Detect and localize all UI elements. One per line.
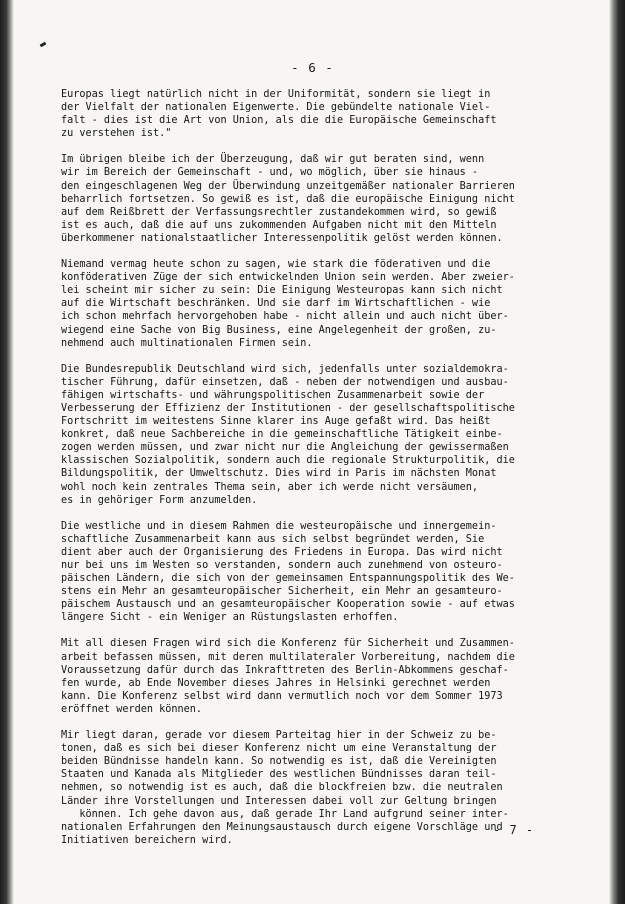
text-line: Im übrigen bleibe ich der Überzeugung, daß wir gut beraten sind, wenn xyxy=(61,154,485,166)
text-line: Voraussetzung dafür durch das Inkrafttreten des Berlin-Abkommens geschaf- xyxy=(61,664,509,676)
text-line: nationalen Erfahrungen den Meinungsaustausch durch eigene Vorschläge und xyxy=(61,821,503,833)
text-line: stens ein Mehr an gesamteuropäischer Sicherheit, ein Mehr an gesamteuro- xyxy=(61,586,503,598)
text-line: wiegend eine Sache von Big Business, eine Angelegenheit der großen, zu- xyxy=(61,324,497,336)
text-line: es in gehöriger Form anzumelden. xyxy=(61,494,258,506)
text-line: falt - dies ist die Art von Union, als die die Europäische Gemeinschaft xyxy=(61,115,497,127)
text-line: nur bei uns im Westen so verstanden, sondern auch zunehmend von osteuro- xyxy=(61,560,503,571)
text-line: zu verstehen ist." xyxy=(61,128,172,140)
text-line: tonen, daß es sich bei dieser Konferenz nicht um eine Veranstaltung der xyxy=(61,743,497,755)
text-line: Mit all diesen Fragen wird sich die Konferenz für Sicherheit und Zusammen- xyxy=(61,638,515,650)
left-scan-edge xyxy=(0,0,14,904)
text-line: päischem Austausch und an gesamteuropäischer Kooperation sowie - auf etwas xyxy=(61,599,515,611)
text-line: Fortschritt im weitestens Sinne klarer ins Auge gefaßt wird. Das heißt xyxy=(61,416,491,428)
text-line: Länder ihre Vorstellungen und Interessen dabei voll zur Geltung bringen xyxy=(61,795,497,807)
text-line: zogen werden müssen, und zwar nicht nur die Angleichung der gewissermaßen xyxy=(61,442,509,454)
page-number-header: - 6 - xyxy=(291,60,334,75)
text-line: überkommener nationalstaatlicher Interessenpolitik gelöst werden können. xyxy=(61,232,503,244)
text-line: Niemand vermag heute schon zu sagen, wie stark die föderativen und die xyxy=(61,259,491,271)
text-line: können. Ich gehe davon aus, daß gerade Ihr Land aufgrund seiner inter- xyxy=(61,808,509,820)
text-line: Die Bundesrepublik Deutschland wird sich, jedenfalls unter sozialdemokra- xyxy=(61,363,509,375)
text-line: päischen Ländern, die sich von der gemeinsamen Entspannungspolitik des We- xyxy=(61,573,515,585)
text-line: Verbesserung der Effizienz der Institutionen - der gesellschaftspolitische xyxy=(61,402,515,414)
paragraph xyxy=(61,637,591,716)
text-line: dient aber auch der Organisierung des Friedens in Europa. Das wird nicht xyxy=(61,546,503,558)
text-line: arbeit befassen müssen, mit deren multilateraler Vorbereitung, nachdem die xyxy=(61,651,515,663)
text-line: lei scheint mir sicher zu sein: Die Einigung Westeuropas kann sich nicht xyxy=(61,285,503,297)
text-line: konföderativen Züge der sich entwickelnden Union sein werden. Aber zweier- xyxy=(61,272,515,284)
text-line: klassischen Sozialpolitik, sondern auch die regionale Strukturpolitik, die xyxy=(61,455,515,467)
text-line: auf die Wirtschaft beschränken. Und sie darf im Wirtschaftlichen - wie xyxy=(61,298,491,310)
text-line: tischer Führung, dafür einsetzen, daß - neben der notwendigen und ausbau- xyxy=(61,376,509,388)
paragraph xyxy=(61,153,591,245)
text-line: konkret, daß neue Sachbereiche in die gemeinschaftliche Tätigkeit einbe- xyxy=(61,429,503,441)
text-line: beiden Bündnisse handeln kann. So notwendig es ist, daß die Vereinigten xyxy=(61,756,497,768)
text-line: fähigen wirtschafts- und währungspolitischen Zusammenarbeit sowie der xyxy=(61,389,485,401)
text-line: Europas liegt natürlich nicht in der Uniformität, sondern sie liegt in xyxy=(61,89,491,100)
text-line: auf dem Reißbrett der Verfassungsrechtler zustandekommen wird, so gewiß xyxy=(61,206,497,218)
text-line: eröffnet werden können. xyxy=(61,703,203,715)
text-line: Bildungspolitik, der Umweltschutz. Dies wird in Paris im nächsten Monat xyxy=(61,468,497,480)
text-line: der Vielfalt der nationalen Eigenwerte. Die gebündelte nationale Viel- xyxy=(61,102,491,114)
text-line: ich schon mehrfach hervorgehoben habe - nicht allein und auch nicht über- xyxy=(61,311,509,323)
text-line: schaftliche Zusammenarbeit kann aus sich selbst begründet werden, Sie xyxy=(61,533,485,545)
text-line: beharrlich fortsetzen. So gewiß es ist, daß die europäische Einigung nicht xyxy=(61,193,515,205)
paragraph xyxy=(61,363,591,507)
text-line: Initiativen bereichern wird. xyxy=(61,834,233,846)
right-scan-edge xyxy=(609,0,625,904)
text-line: nehmend auch multinationalen Firmen sein. xyxy=(61,337,313,349)
paragraph xyxy=(61,88,591,140)
next-page-number: - 7 - xyxy=(493,823,535,837)
text-line: Mir liegt daran, gerade vor diesem Parteitag hier in der Schweiz zu be- xyxy=(61,730,497,742)
text-line: Die westliche und in diesem Rahmen die westeuropäische und innergemein- xyxy=(61,520,497,532)
text-line: nehmen, so notwendig ist es auch, daß die blockfreien bzw. die neutralen xyxy=(61,782,503,794)
text-line: wir im Bereich der Gemeinschaft - und, wo möglich, über sie hinaus - xyxy=(61,167,479,179)
paragraph xyxy=(61,258,591,350)
text-line: den eingeschlagenen Weg der Überwindung unzeitgemäßer nationaler Barrieren xyxy=(61,180,515,192)
text-line: Staaten und Kanada als Mitglieder des westlichen Bündnisses daran teil- xyxy=(61,769,497,781)
text-line: fen wurde, ab Ende November dieses Jahres in Helsinki gerechnet werden xyxy=(61,677,491,689)
document-body xyxy=(61,88,591,860)
text-line: ist es auch, daß die auf uns zukommenden Aufgaben nicht mit den Mitteln xyxy=(61,219,497,231)
text-line: wohl noch kein zentrales Thema sein, aber ich werde nicht versäumen, xyxy=(61,481,479,493)
paragraph xyxy=(61,520,591,625)
text-line: längere Sicht - ein Weniger an Rüstungslasten erhoffen. xyxy=(61,612,399,624)
text-line: kann. Die Konferenz selbst wird dann vermutlich noch vor dem Sommer 1973 xyxy=(61,690,503,702)
